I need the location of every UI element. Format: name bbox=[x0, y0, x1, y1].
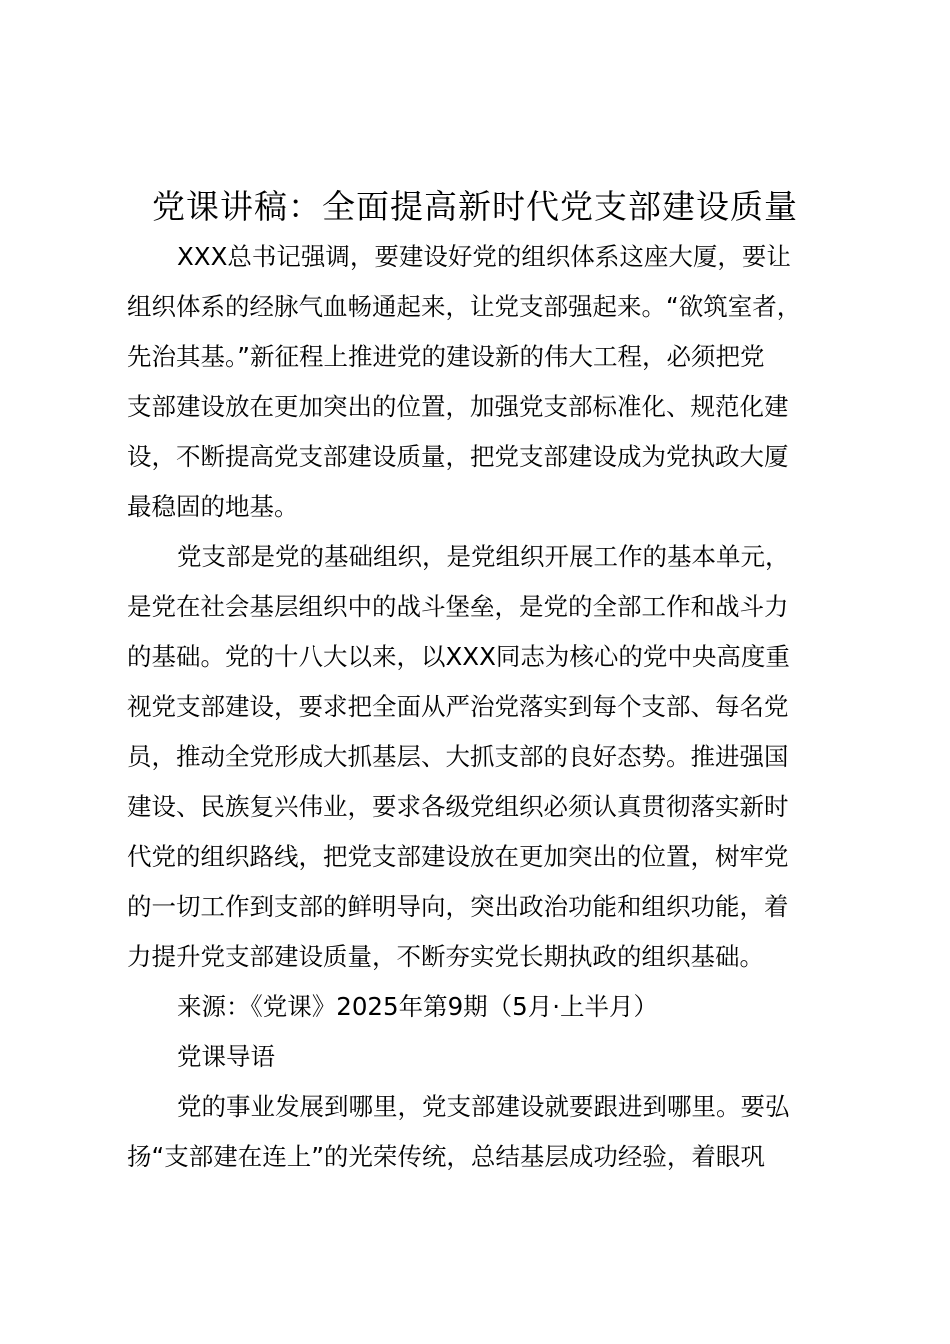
document-body bbox=[127, 232, 847, 1182]
document-title: 党课讲稿：全面提高新时代党支部建设质量 bbox=[152, 187, 798, 226]
paragraph-line: XXX总书记强调，要建设好党的组织体系这座大厦，要让 bbox=[177, 242, 791, 271]
paragraph-line: 设，不断提高党支部建设质量，把党支部建设成为党执政大厦 bbox=[127, 442, 789, 471]
paragraph-line: 是党在社会基层组织中的战斗堡垒，是党的全部工作和战斗力 bbox=[127, 592, 789, 621]
paragraph-1 bbox=[127, 232, 847, 532]
paragraph-line: 代党的组织路线，把党支部建设放在更加突出的位置，树牢党 bbox=[127, 842, 789, 871]
paragraph-2 bbox=[127, 532, 847, 982]
paragraph-line: 力提升党支部建设质量，不断夯实党长期执政的组织基础。 bbox=[127, 942, 764, 971]
paragraph-line: 扬“支部建在连上”的光荣传统，总结基层成功经验，着眼巩 bbox=[127, 1142, 765, 1171]
paragraph-line: 最稳固的地基。 bbox=[127, 492, 299, 521]
paragraph-line: 党支部是党的基础组织，是党组织开展工作的基本单元， bbox=[177, 542, 790, 571]
section-heading: 党课导语 bbox=[177, 1042, 275, 1071]
intro-paragraph bbox=[127, 1082, 847, 1182]
paragraph-line: 先治其基。”新征程上推进党的建设新的伟大工程，必须把党 bbox=[127, 342, 765, 371]
paragraph-line: 的一切工作到支部的鲜明导向，突出政治功能和组织功能，着 bbox=[127, 892, 789, 921]
paragraph-line: 员，推动全党形成大抓基层、大抓支部的良好态势。推进强国 bbox=[127, 742, 789, 771]
source-line: 来源：《党课》2025年第9期（5月·上半月） bbox=[177, 992, 659, 1021]
paragraph-line: 组织体系的经脉气血畅通起来，让党支部强起来。“欲筑室者， bbox=[127, 292, 802, 321]
paragraph-line: 视党支部建设，要求把全面从严治党落实到每个支部、每名党 bbox=[127, 692, 789, 721]
paragraph-line: 支部建设放在更加突出的位置，加强党支部标准化、规范化建 bbox=[127, 392, 789, 421]
paragraph-line: 的基础。党的十八大以来，以XXX同志为核心的党中央高度重 bbox=[127, 642, 790, 671]
paragraph-line: 党的事业发展到哪里，党支部建设就要跟进到哪里。要弘 bbox=[177, 1092, 790, 1121]
paragraph-line: 建设、民族复兴伟业，要求各级党组织必须认真贯彻落实新时 bbox=[127, 792, 789, 821]
